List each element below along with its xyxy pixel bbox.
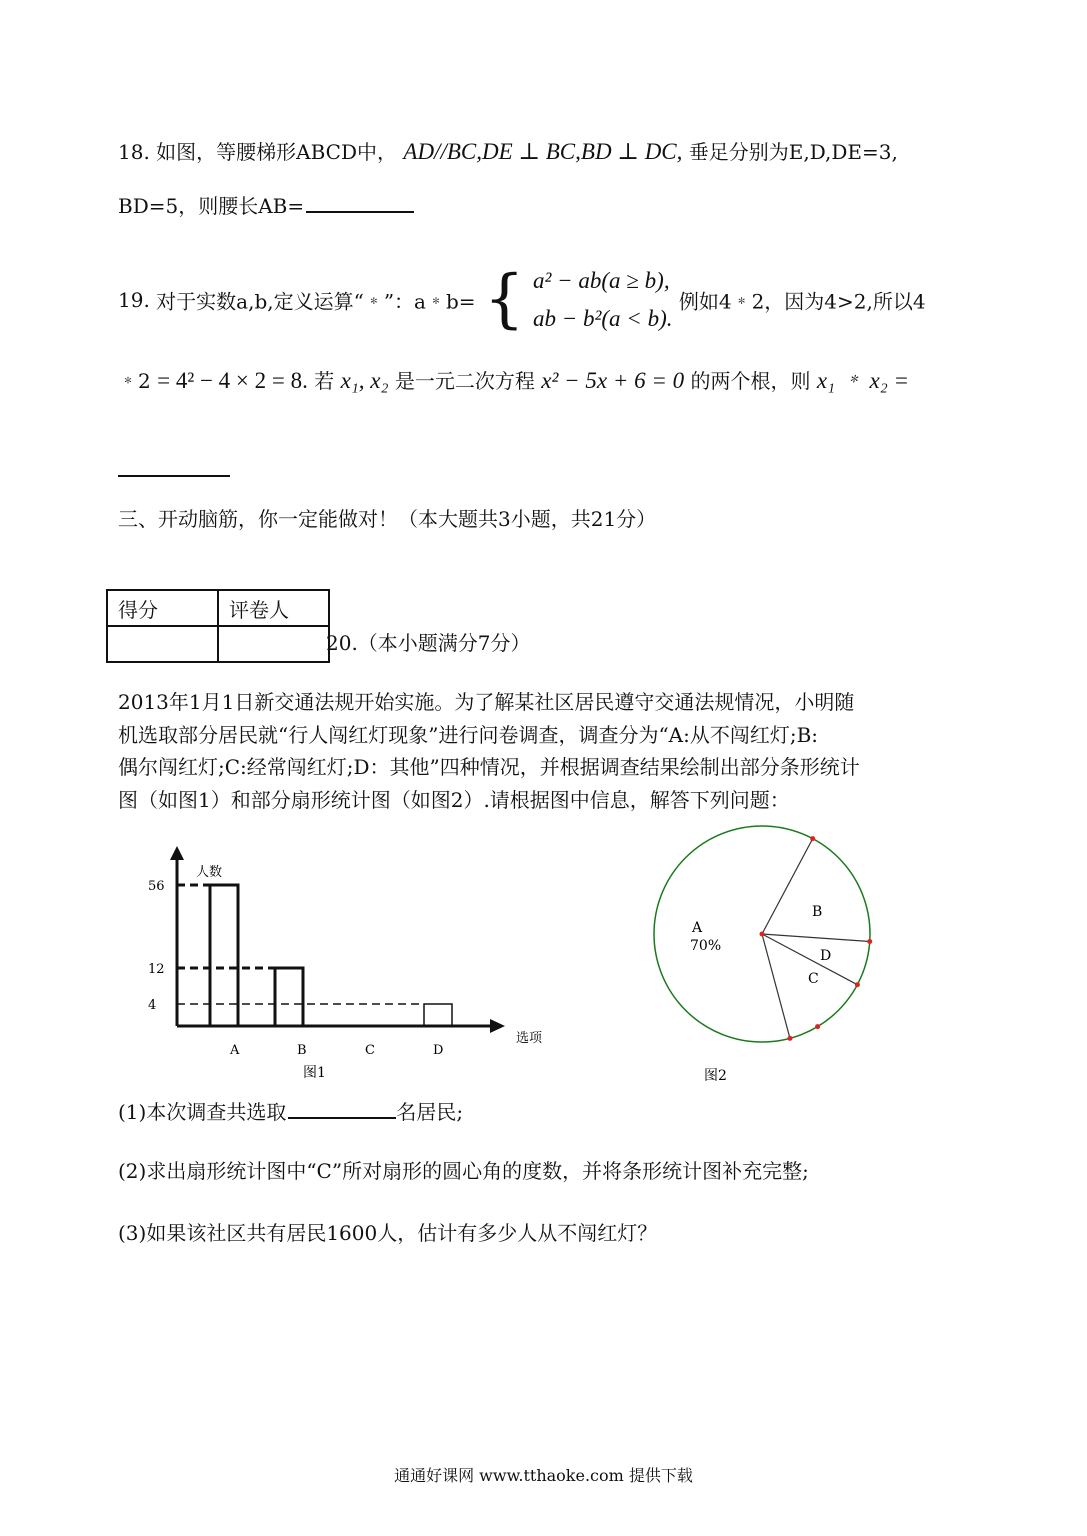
q20-body-line: 2013年1月1日新交通法规开始实施。为了解某社区居民遵守交通法规情况，小明随 (118, 690, 855, 714)
q18-line2-text: BD=5，则腰长AB= (118, 194, 305, 218)
figure1-caption: 图1 (303, 1065, 326, 1081)
y-tick-label: 12 (148, 962, 165, 977)
piecewise-brace: { (483, 261, 525, 336)
pie-point (810, 836, 815, 841)
q18-line1 (118, 136, 898, 165)
pie-slice-value-label: 70% (690, 938, 722, 954)
pie-slice-label: C (808, 971, 819, 987)
q19-case1: a² − ab(a ≥ b), (532, 268, 670, 293)
q18-answer-blank[interactable] (306, 195, 414, 213)
score-label: 得分 (107, 590, 218, 626)
x-tick-label: C (365, 1043, 375, 1058)
q20-header: 20.（本小题满分7分） (326, 631, 531, 655)
bar-chart-figure1 (140, 842, 560, 1092)
q19-number: 19. (118, 288, 150, 312)
pie-slice-edge (762, 934, 790, 1038)
q20-sub1 (118, 1096, 463, 1125)
q19-case2: ab − b²(a < b). (532, 306, 673, 331)
pie-slice-label: B (812, 904, 823, 920)
pie-point (855, 982, 860, 987)
y-tick-label: 4 (148, 998, 157, 1013)
x-tick-label: B (297, 1043, 307, 1058)
section3-title: 三、开动脑筋，你一定能做对！（本大题共3小题，共21分） (118, 507, 657, 531)
q19-line2-mid2: 是一元二次方程 (394, 369, 535, 393)
q20-body-line: 机选取部分居民就“行人闯红灯现象”进行问卷调查，调查分为“A:从不闯红灯;B: (118, 722, 819, 747)
pie-slice-label: D (820, 948, 832, 964)
q19-line1 (118, 262, 926, 338)
bar (424, 1004, 452, 1026)
y-axis-label: 人数 (196, 865, 223, 880)
q18-tail: 垂足分别为E,D,DE=3, (688, 140, 898, 164)
pie-point (867, 939, 872, 944)
q18-line2 (118, 190, 414, 219)
figure2-caption: 图2 (704, 1068, 727, 1084)
grader-label: 评卷人 (218, 590, 329, 626)
y-tick-label: 56 (148, 879, 165, 894)
q18-number: 18. (118, 140, 150, 164)
pie-center-point (760, 932, 765, 937)
x-tick-label: D (433, 1043, 444, 1058)
q19-equation: x² − 5x + 6 = 0 (541, 368, 685, 393)
q19-intro: 对于实数a,b,定义运算“﹡”：a﹡b= (156, 289, 476, 314)
pie-slice-edge (762, 839, 813, 934)
q19-line2-start: ﹡2 (118, 369, 151, 393)
q18-intro: 如图，等腰梯形ABCD中， (156, 140, 398, 164)
q19-answer-blank[interactable] (118, 461, 230, 477)
x-axis-label: 选项 (516, 1031, 543, 1046)
q18-math: AD//BC,DE ⊥ BC,BD ⊥ DC, (403, 139, 683, 164)
grader-cell[interactable] (218, 626, 329, 662)
q19-line2 (118, 362, 909, 395)
pie-point (815, 1024, 820, 1029)
q20-body (118, 686, 948, 816)
q20-body-line: 图（如图1）和部分扇形统计图（如图2）.请根据图中信息，解答下列问题： (118, 787, 790, 812)
x-axis-arrow-icon (490, 1019, 505, 1033)
pie-slice-label: A (692, 920, 703, 936)
score-table (106, 589, 330, 663)
y-axis-arrow-icon (170, 846, 184, 860)
q20-body-line: 偶尔闯红灯;C:经常闯红灯;D：其他”四种情况，并根据调查结果绘制出部分条形统计 (118, 755, 860, 779)
q19-line2-math: = 4² − 4 × 2 = 8. (157, 368, 308, 393)
q20-sub1-start: (1)本次调查共选取 (118, 1100, 287, 1124)
q19-answer-line[interactable] (118, 458, 230, 482)
q19-line2-tail: 的两个根，则 (690, 369, 811, 393)
q19-line2-end: x₁ ﹡ x₂ = (816, 368, 910, 393)
bar (275, 968, 303, 1026)
pie-slice-edge (762, 934, 870, 942)
bar (210, 885, 238, 1026)
q20-sub1-blank[interactable] (288, 1101, 396, 1119)
piecewise-cases (533, 262, 673, 338)
q19-line2-mid: 若 (314, 369, 335, 393)
q20-sub3: (3)如果该社区共有居民1600人，估计有多少人从不闯红灯？ (118, 1221, 658, 1245)
q20-sub2: (2)求出扇形统计图中“C”所对扇形的圆心角的度数，并将条形统计图补充完整; (118, 1159, 809, 1183)
pie-chart-figure2 (640, 820, 890, 1090)
page-footer: 通通好课网 www.tthaoke.com 提供下载 (394, 1466, 693, 1485)
q19-roots: x₁, x₂ (340, 368, 389, 393)
x-tick-label: A (230, 1043, 240, 1058)
q19-tail: 例如4﹡2，因为4>2,所以4 (678, 289, 926, 314)
q20-sub1-end: 名居民; (396, 1100, 464, 1124)
pie-point (787, 1036, 792, 1041)
score-cell[interactable] (107, 626, 218, 662)
